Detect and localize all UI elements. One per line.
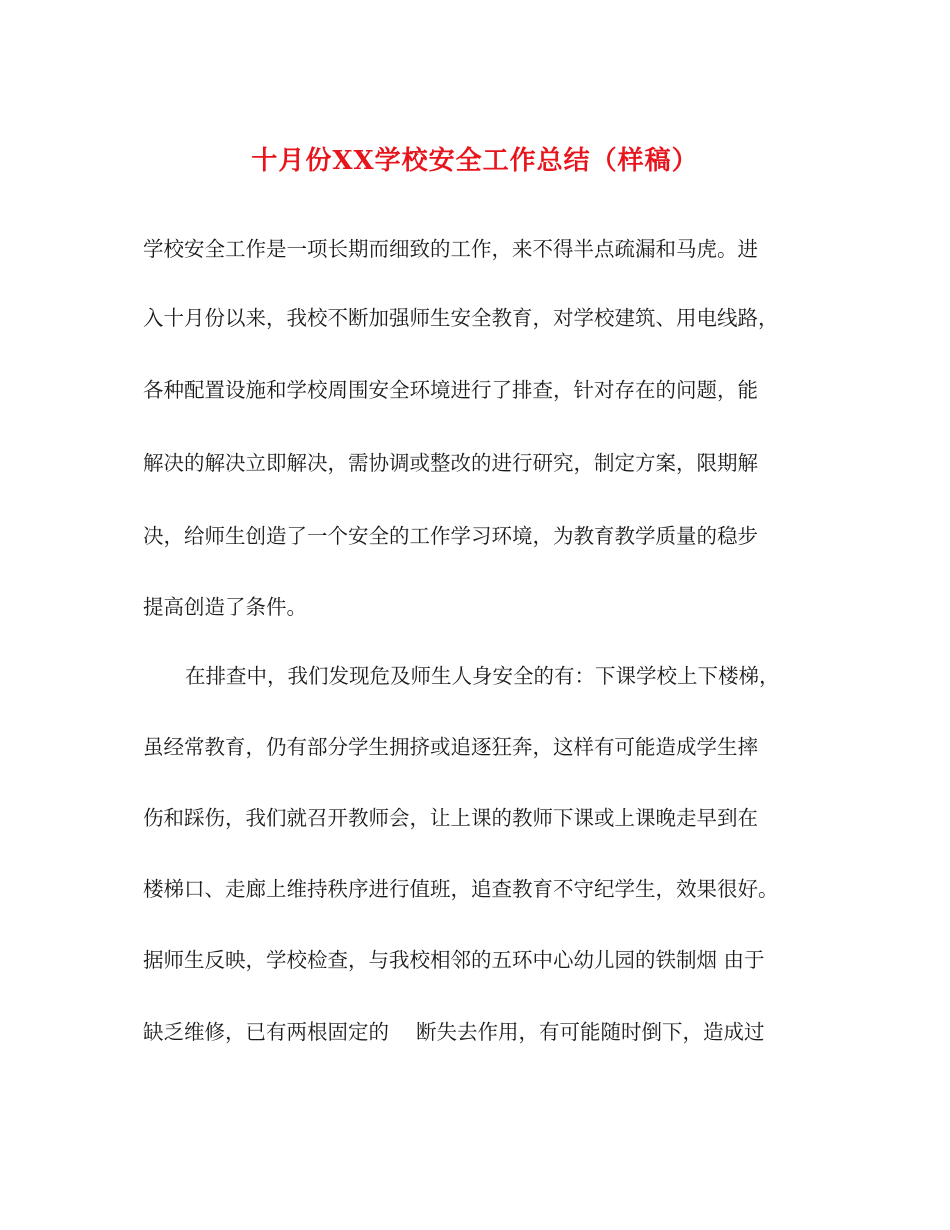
document-title: 十月份XX学校安全工作总结（样稿） bbox=[251, 146, 699, 176]
paragraph-line: 学校安全工作是一项长期而细致的工作，来不得半点疏漏和马虎。进 bbox=[143, 237, 758, 261]
paragraph-line: 缺乏维修，已有两根固定的 断失去作用，有可能随时倒下，造成过 bbox=[143, 1020, 765, 1044]
paragraph-line: 入十月份以来，我校不断加强师生安全教育，对学校建筑、用电线路， bbox=[143, 306, 779, 330]
paragraph-line: 提高创造了条件。 bbox=[143, 595, 307, 619]
paragraph-line: 楼梯口、走廊上维持秩序进行值班，追查教育不守纪学生，效果很好。 bbox=[143, 877, 779, 901]
paragraph-line: 各种配置设施和学校周围安全环境进行了排查，针对存在的问题，能 bbox=[143, 378, 758, 402]
paragraph-line: 解决的解决立即解决，需协调或整改的进行研究，制定方案，限期解 bbox=[143, 451, 758, 475]
paragraph-line: 决，给师生创造了一个安全的工作学习环境，为教育教学质量的稳步 bbox=[143, 524, 758, 548]
paragraph-line: 伤和踩伤，我们就召开教师会，让上课的教师下课或上课晚走早到在 bbox=[143, 806, 758, 830]
paragraph-line: 据师生反映，学校检查，与我校相邻的五环中心幼儿园的铁制烟 由于 bbox=[143, 948, 765, 972]
paragraph-line: 在排查中，我们发现危及师生人身安全的有：下课学校上下楼梯， bbox=[185, 664, 780, 688]
paragraph-line: 虽经常教育，仍有部分学生拥挤或追逐狂奔，这样有可能造成学生摔 bbox=[143, 735, 758, 759]
